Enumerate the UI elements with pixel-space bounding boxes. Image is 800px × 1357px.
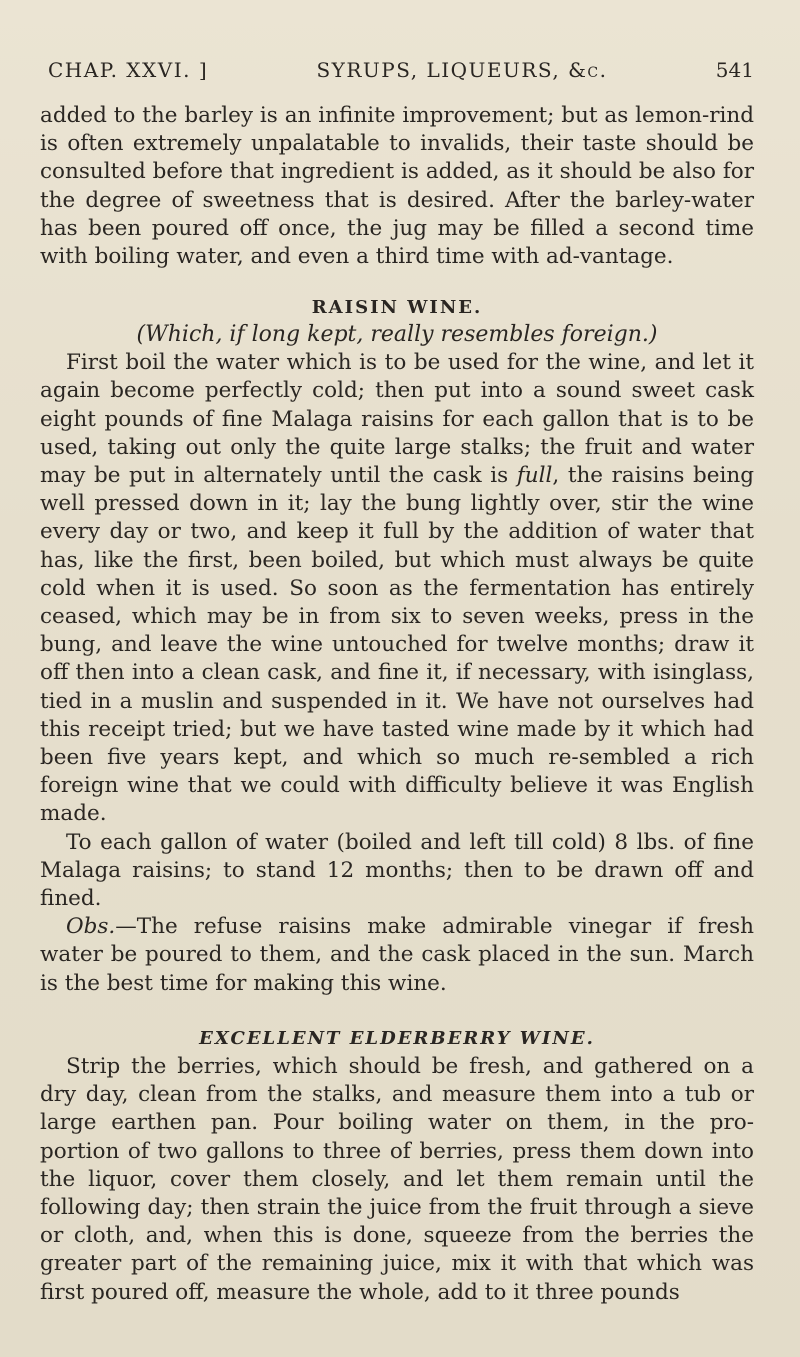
- running-title: SYRUPS, LIQUEURS, &c.: [316, 58, 608, 82]
- section-gap: [40, 998, 754, 1028]
- raisin-wine-observation: [40, 913, 754, 998]
- intro-paragraph: added to the barley is an infinite improvement; but as lemon-rind is often extremely unpalatable to invalids, their taste should be consulted before that ingredient is added, as it should be also for the degree of sweetness that is desired. After the barley-water has been poured off once, the jug may be filled a second time with boiling water, and even a third time with ad-vantage.: [40, 103, 754, 270]
- page-number: 541: [715, 58, 754, 82]
- raisin-wine-method: [40, 349, 754, 828]
- raisin-wine-proportions: To each gallon of water (boiled and left till cold) 8 lbs. of fine Malaga raisins; to stand 12 months; then to be drawn off and fined.: [40, 829, 754, 912]
- raisin-wine-subheading: (Which, if long kept, really resembles foreign.): [136, 322, 658, 348]
- raisin-wine-heading: RAISIN WINE.: [311, 297, 483, 319]
- chapter-label: CHAP. XXVI. ]: [48, 58, 209, 82]
- elderberry-wine-method: Strip the berries, which should be fresh, and gathered on a dry day, clean from the stalks, and measure them into a tub or large earthen pan. Pour boiling water on them, in the pro-portion of two gallons to three of berries, press them down into the liquor, cover them closely, and let them remain until the following day; then strain the juice from the fruit through a sieve or cloth, and, when this is done, squeeze from the berries the greater part of the remaining juice, mix it with that which was first poured off, measure the whole, add to it three pounds: [40, 1053, 754, 1305]
- elderberry-wine-heading: EXCELLENT ELDERBERRY WINE.: [199, 1027, 595, 1049]
- raisin-wine-method-emphasis: full: [516, 463, 553, 489]
- obs-text: —The refuse raisins make admirable vinegar if fresh water be poured to them, and the cask placed in the sun. March is the best time for making this wine.: [40, 914, 754, 996]
- raisin-wine-method-part2: , the raisins being well pressed down in it; lay the bung lightly over, stir the wine every day or two, and keep it full by the addition of water that has, like the first, been boiled, but which must always be quite cold when it is used. So soon as the fermentation has entirely ceased, which may be in from six to seven weeks, press in the bung, and leave the wine untouched for twelve months; draw it off then into a clean cask, and fine it, if necessary, with isinglass, tied in a muslin and suspended in it. We have not ourselves had this receipt tried; but we have tasted wine made by it which had been five years kept, and which so much re-sembled a rich foreign wine that we could with difficulty believe it was English made.: [40, 463, 754, 827]
- running-head: [48, 58, 754, 82]
- raisin-wine-method-part1: First boil the water which is to be used for the wine, and let it again become perfectly cold; then put into a sound sweet cask eight pounds of fine Malaga raisins for each gallon that is to be used, taking out only the quite large stalks; the fruit and water may be put in alternately until the cask is: [40, 350, 754, 489]
- obs-label: Obs.: [66, 914, 116, 940]
